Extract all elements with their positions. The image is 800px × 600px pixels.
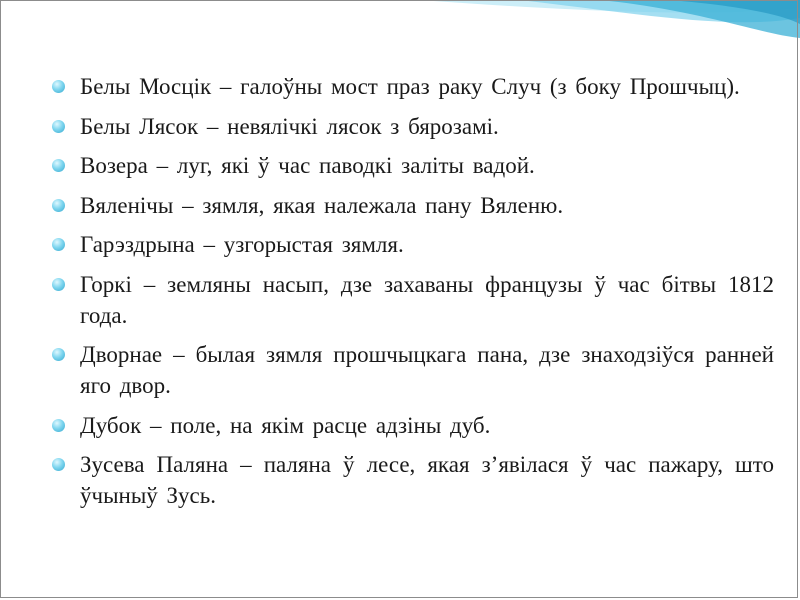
list-item-text: Гарэздрына – узгорыстая зямля. <box>80 232 404 257</box>
list-item <box>52 449 774 511</box>
list-item <box>52 111 774 142</box>
list-item <box>52 190 774 221</box>
list-item-text: Вяленічы – зямля, якая належала пану Вяленю. <box>80 192 564 218</box>
list-item <box>52 71 774 102</box>
list-item <box>52 150 774 181</box>
list-item <box>52 410 774 441</box>
bullet-list <box>52 71 774 520</box>
bullet-circle-icon <box>52 80 65 93</box>
list-item-text: Дубок – поле, на якім расце адзіны дуб. <box>80 412 491 438</box>
bullet-circle-icon <box>52 278 65 291</box>
list-item-text: Белы Мосцік – галоўны мост праз раку Случ (з боку Прошчыц). <box>80 74 740 99</box>
list-item-text: Горкі – земляны насып, дзе захаваны французы ў час бітвы 1812 года. <box>80 271 774 328</box>
header-wave-decoration <box>0 0 800 75</box>
list-item <box>52 269 774 331</box>
list-item-text: Белы Лясок – невялічкі лясок з бярозамі. <box>80 113 499 139</box>
bullet-circle-icon <box>52 238 65 251</box>
bullet-circle-icon <box>52 458 65 471</box>
list-item-text: Возера – луг, які ў час паводкі заліты вадой. <box>80 153 535 178</box>
bullet-circle-icon <box>52 120 65 133</box>
list-item-text: Дворнае – былая зямля прошчыцкага пана, дзе знаходзіўся ранней яго двор. <box>80 342 774 398</box>
list-item <box>52 339 774 401</box>
bullet-circle-icon <box>52 348 65 361</box>
bullet-circle-icon <box>52 419 65 432</box>
list-item-text: Зусева Паляна – паляна ў лесе, якая з’явілася ў час пажару, што ўчыныў Зусь. <box>80 452 774 508</box>
list-item <box>52 229 774 260</box>
bullet-circle-icon <box>52 199 65 212</box>
bullet-circle-icon <box>52 159 65 172</box>
